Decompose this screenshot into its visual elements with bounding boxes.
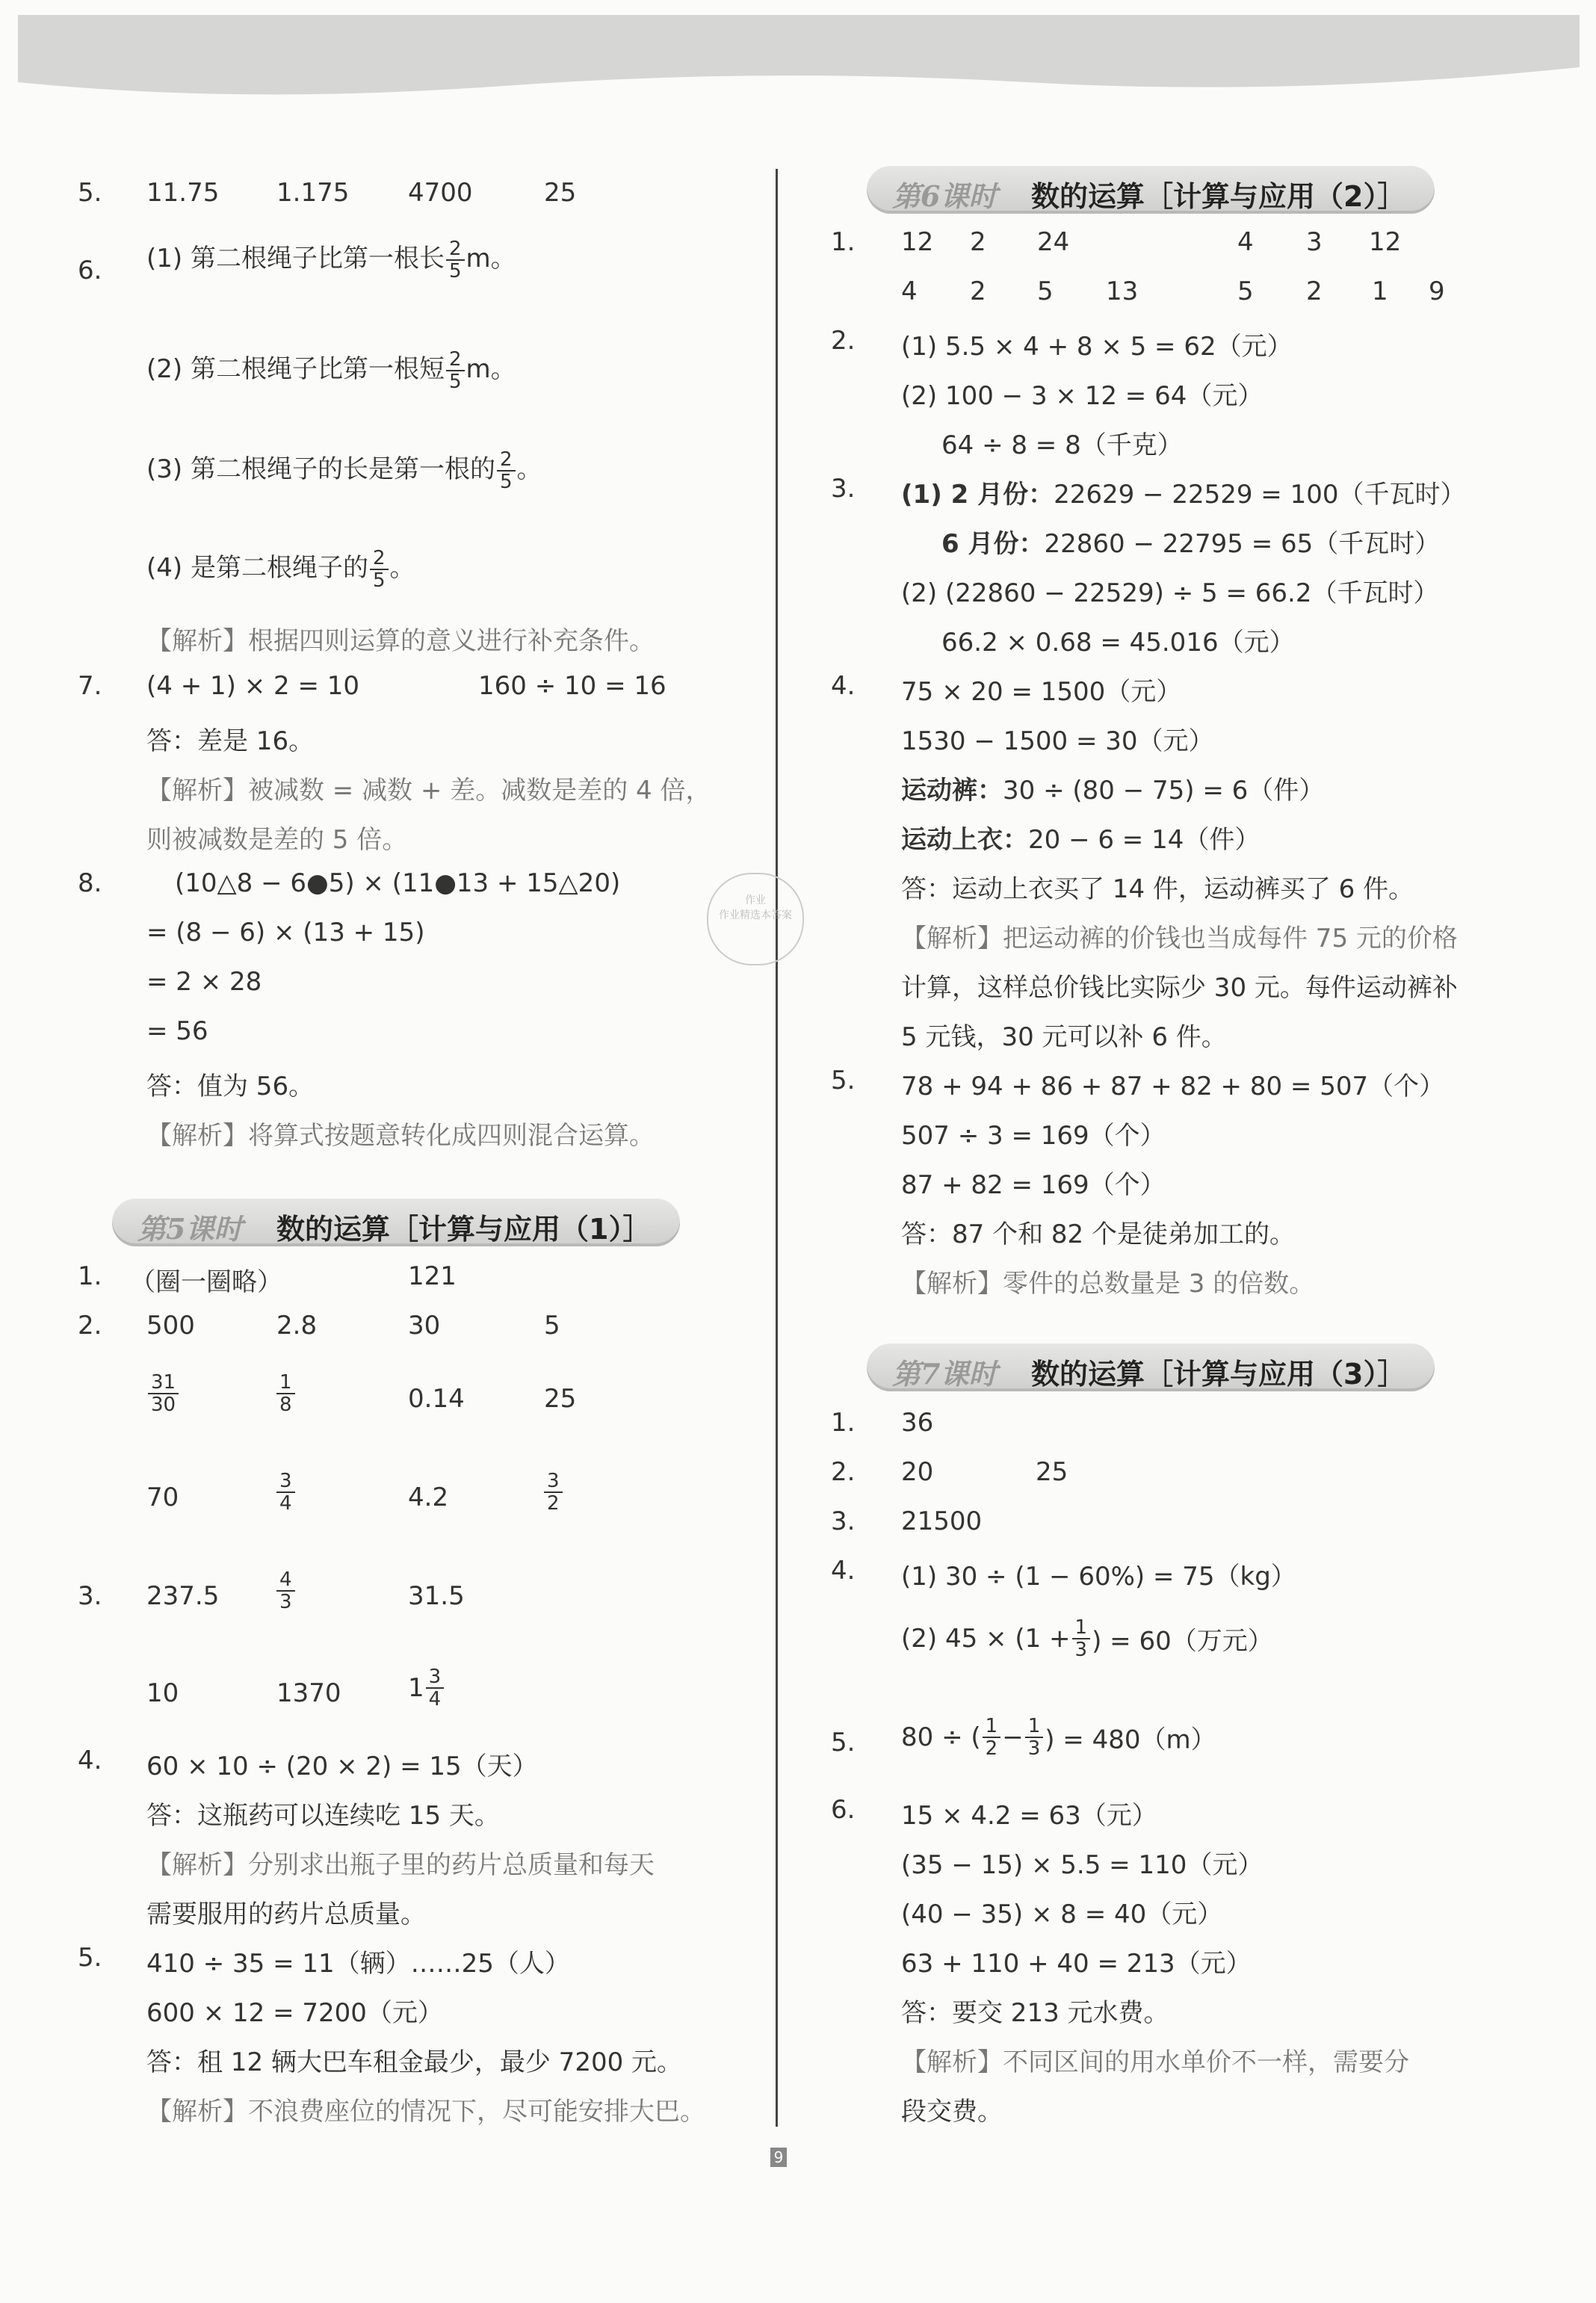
equation: 66.2 × 0.68 = 45.016（元） — [941, 628, 1295, 658]
analysis-text: 【解析】将算式按题意转化成四则混合运算。 — [146, 1121, 655, 1151]
equation: (40 − 35) × 8 = 40（元） — [901, 1899, 1223, 1929]
answer-value: 13 — [1106, 276, 1139, 306]
analysis-text: 【解析】不同区间的用水单价不一样，需要分 — [901, 2047, 1409, 2077]
analysis-text: 则被减数是差的 5 倍。 — [146, 825, 408, 855]
column-divider — [776, 169, 778, 2127]
equation: 60 × 10 ÷ (20 × 2) = 15（天） — [146, 1752, 538, 1781]
analysis-text: 【解析】零件的总数量是 3 的倍数。 — [901, 1269, 1315, 1299]
equation: 87 + 82 = 169（个） — [901, 1170, 1166, 1200]
answer-value: 2 — [1306, 276, 1323, 306]
analysis-text: 【解析】分别求出瓶子里的药片总质量和每天 — [146, 1850, 655, 1880]
answer-value: 21500 — [901, 1506, 983, 1536]
question-number: 2. — [831, 326, 856, 356]
equation: = 56 — [146, 1016, 208, 1046]
question-number: 1. — [831, 1408, 856, 1438]
equation: (2) 45 × (1 + $\frac{1}{3}$ ) = 60（万元） — [901, 1616, 1273, 1661]
section-header-5 — [112, 1199, 680, 1246]
answer-text: 答：要交 213 元水费。 — [901, 1998, 1169, 2028]
question-number: 5. — [831, 1728, 856, 1758]
page-number: 9 — [770, 2148, 787, 2167]
lesson-label: 第6课时 — [892, 179, 998, 213]
answer-value: 500 — [146, 1311, 195, 1341]
answer-value: 5 — [544, 1311, 560, 1341]
answer-text: 答：运动上衣买了 14 件，运动裤买了 6 件。 — [901, 874, 1414, 904]
answer-value: 1370 — [276, 1678, 341, 1708]
equation: 1530 − 1500 = 30（元） — [901, 726, 1214, 756]
answer-value: 25 — [544, 178, 577, 208]
fraction: $\frac{2}{5}$ — [446, 238, 465, 282]
equation: 运动裤：30 ÷ (80 − 75) = 6（件） — [901, 776, 1325, 806]
fraction: $\frac{2}{5}$ — [497, 449, 516, 492]
equation: (1) 2 月份：22629 − 22529 = 100（千瓦时） — [901, 480, 1466, 510]
answer-value: 5 — [1037, 276, 1054, 306]
fraction: $\frac{3}{4}$ — [275, 1471, 297, 1514]
fraction: $\frac{1}{8}$ — [275, 1372, 297, 1415]
equation: 15 × 4.2 = 63（元） — [901, 1801, 1157, 1831]
question-number: 8. — [78, 868, 102, 898]
answer-value: 11.75 — [146, 178, 220, 208]
analysis-text: 5 元钱，30 元可以补 6 件。 — [901, 1022, 1227, 1052]
answer-value: 4700 — [408, 178, 473, 208]
equation: 64 ÷ 8 = 8（千克） — [941, 430, 1183, 460]
answer-value: 30 — [408, 1311, 441, 1341]
section-title: 数的运算［计算与应用（1）］ — [276, 1213, 652, 1246]
q6-item-2: (2) 第二根绳子比第一根短 $\frac{2}{5}$ m。 — [146, 347, 516, 393]
answer-value: 121 — [408, 1261, 457, 1291]
answer-text: 答：87 个和 82 个是徒弟加工的。 — [901, 1219, 1295, 1249]
analysis-text: 计算，这样总价钱比实际少 30 元。每件运动裤补 — [901, 973, 1458, 1003]
equation: 运动上衣：20 − 6 = 14（件） — [901, 825, 1261, 855]
answer-text: 答：租 12 辆大巴车租金最少，最少 7200 元。 — [146, 2047, 683, 2077]
question-number: 6. — [78, 256, 102, 285]
answer-value: 12 — [1369, 227, 1402, 257]
answer-value: 31.5 — [408, 1581, 465, 1611]
question-number: 6. — [831, 1795, 856, 1825]
top-band — [18, 15, 1580, 105]
equation: = 2 × 28 — [146, 967, 262, 997]
analysis-text: 【解析】根据四则运算的意义进行补充条件。 — [146, 626, 655, 656]
question-number: 5. — [831, 1066, 856, 1095]
question-number: 2. — [78, 1311, 102, 1341]
question-number: 2. — [831, 1457, 856, 1487]
analysis-text: 段交费。 — [901, 2097, 1003, 2127]
answer-value: 12 — [901, 227, 934, 257]
answer-value: 20 — [901, 1457, 934, 1487]
stamp: 作业 作业精选本答案 — [707, 873, 804, 965]
answer-text: 答：值为 56。 — [146, 1072, 315, 1101]
answer-value: 2 — [970, 227, 986, 257]
analysis-text: 需要服用的药片总质量。 — [146, 1899, 426, 1929]
question-number: 4. — [831, 1556, 856, 1586]
equation: 75 × 20 = 1500（元） — [901, 677, 1182, 707]
analysis-text: 【解析】不浪费座位的情况下，尽可能安排大巴。 — [146, 2097, 705, 2127]
question-number: 7. — [78, 671, 102, 701]
answer-value: 70 — [146, 1483, 179, 1512]
question-number: 1. — [78, 1261, 102, 1291]
fraction: $\frac{4}{3}$ — [275, 1569, 297, 1613]
answer-value: 36 — [901, 1408, 934, 1438]
answer-value: 5 — [1237, 276, 1254, 306]
answer-value: 25 — [544, 1384, 577, 1414]
answer-text: 答：差是 16。 — [146, 726, 315, 756]
answer-value: 1 — [1372, 276, 1388, 306]
equation: (35 − 15) × 5.5 = 110（元） — [901, 1850, 1264, 1880]
q6-item-1: (1) 第二根绳子比第一根长 $\frac{2}{5}$ m。 — [146, 237, 516, 282]
answer-value: （圈一圈略） — [130, 1267, 282, 1297]
answer-value: 4.2 — [408, 1483, 449, 1512]
section-header-7 — [867, 1344, 1435, 1391]
equation: 507 ÷ 3 = 169（个） — [901, 1121, 1166, 1151]
equation: 410 ÷ 35 = 11（辆）……25（人） — [146, 1949, 570, 1979]
equation: = (8 − 6) × (13 + 15) — [146, 918, 425, 948]
q6-item-4: (4) 是第二根绳子的 $\frac{2}{5}$ 。 — [146, 546, 415, 592]
analysis-text: 【解析】把运动裤的价钱也当成每件 75 元的价格 — [901, 924, 1458, 953]
section-title: 数的运算［计算与应用（2）］ — [1031, 180, 1406, 213]
answer-value: 25 — [1036, 1457, 1068, 1487]
fraction: $\frac{31}{30}$ — [146, 1372, 180, 1415]
lesson-label: 第7课时 — [892, 1357, 998, 1391]
fraction: $\frac{3}{2}$ — [542, 1471, 564, 1514]
equation: 160 ÷ 10 = 16 — [478, 671, 666, 701]
equation: (4 + 1) × 2 = 10 — [146, 671, 359, 701]
equation: (2) (22860 − 22529) ÷ 5 = 66.2（千瓦时） — [901, 578, 1439, 608]
answer-value: 4 — [1237, 227, 1254, 257]
equation: (1) 30 ÷ (1 − 60%) = 75（kg） — [901, 1562, 1296, 1592]
wave-decoration — [18, 60, 1580, 105]
answer-text: 答：这瓶药可以连续吃 15 天。 — [146, 1801, 500, 1831]
equation: (10△8 − 6●5) × (11●13 + 15△20) — [175, 868, 621, 898]
equation: 6 月份：22860 − 22795 = 65（千瓦时） — [941, 529, 1441, 559]
equation: 80 ÷ ( $\frac{1}{2}$ − $\frac{1}{3}$ ) = 480（m） — [901, 1715, 1216, 1760]
equation: (2) 100 − 3 × 12 = 64（元） — [901, 381, 1264, 411]
fraction: $\frac{2}{5}$ — [370, 548, 389, 591]
question-number: 5. — [78, 178, 102, 208]
question-number: 1. — [831, 227, 856, 257]
section-title: 数的运算［计算与应用（3）］ — [1031, 1358, 1406, 1391]
answer-value: 237.5 — [146, 1581, 220, 1611]
question-number: 4. — [78, 1746, 102, 1775]
equation: (1) 5.5 × 4 + 8 × 5 = 62（元） — [901, 332, 1293, 362]
answer-value: 2.8 — [276, 1311, 318, 1341]
equation: 78 + 94 + 86 + 87 + 82 + 80 = 507（个） — [901, 1072, 1445, 1101]
answer-value: 2 — [970, 276, 986, 306]
answer-value: 9 — [1429, 276, 1445, 306]
question-number: 3. — [831, 1506, 856, 1536]
equation: 600 × 12 = 7200（元） — [146, 1998, 443, 2028]
answer-value: 4 — [901, 276, 918, 306]
question-number: 3. — [831, 474, 856, 504]
answer-value: 10 — [146, 1678, 179, 1708]
answer-value: 24 — [1037, 227, 1070, 257]
question-number: 3. — [78, 1581, 102, 1611]
answer-value: 3 — [1306, 227, 1323, 257]
answer-value: 1.175 — [276, 178, 350, 208]
analysis-text: 【解析】被减数 = 减数 + 差。减数是差的 4 倍， — [146, 776, 711, 806]
equation: 63 + 110 + 40 = 213（元） — [901, 1949, 1252, 1979]
question-number: 5. — [78, 1943, 102, 1973]
fraction: $\frac{2}{5}$ — [446, 349, 465, 392]
question-number: 4. — [831, 671, 856, 701]
section-header-6 — [867, 166, 1435, 214]
answer-value: 0.14 — [408, 1384, 465, 1414]
q6-item-3: (3) 第二根绳子的长是第一根的 $\frac{2}{5}$ 。 — [146, 448, 542, 493]
lesson-label: 第5课时 — [137, 1212, 243, 1246]
mixed-number: 1 $\frac{3}{4}$ — [408, 1666, 445, 1710]
